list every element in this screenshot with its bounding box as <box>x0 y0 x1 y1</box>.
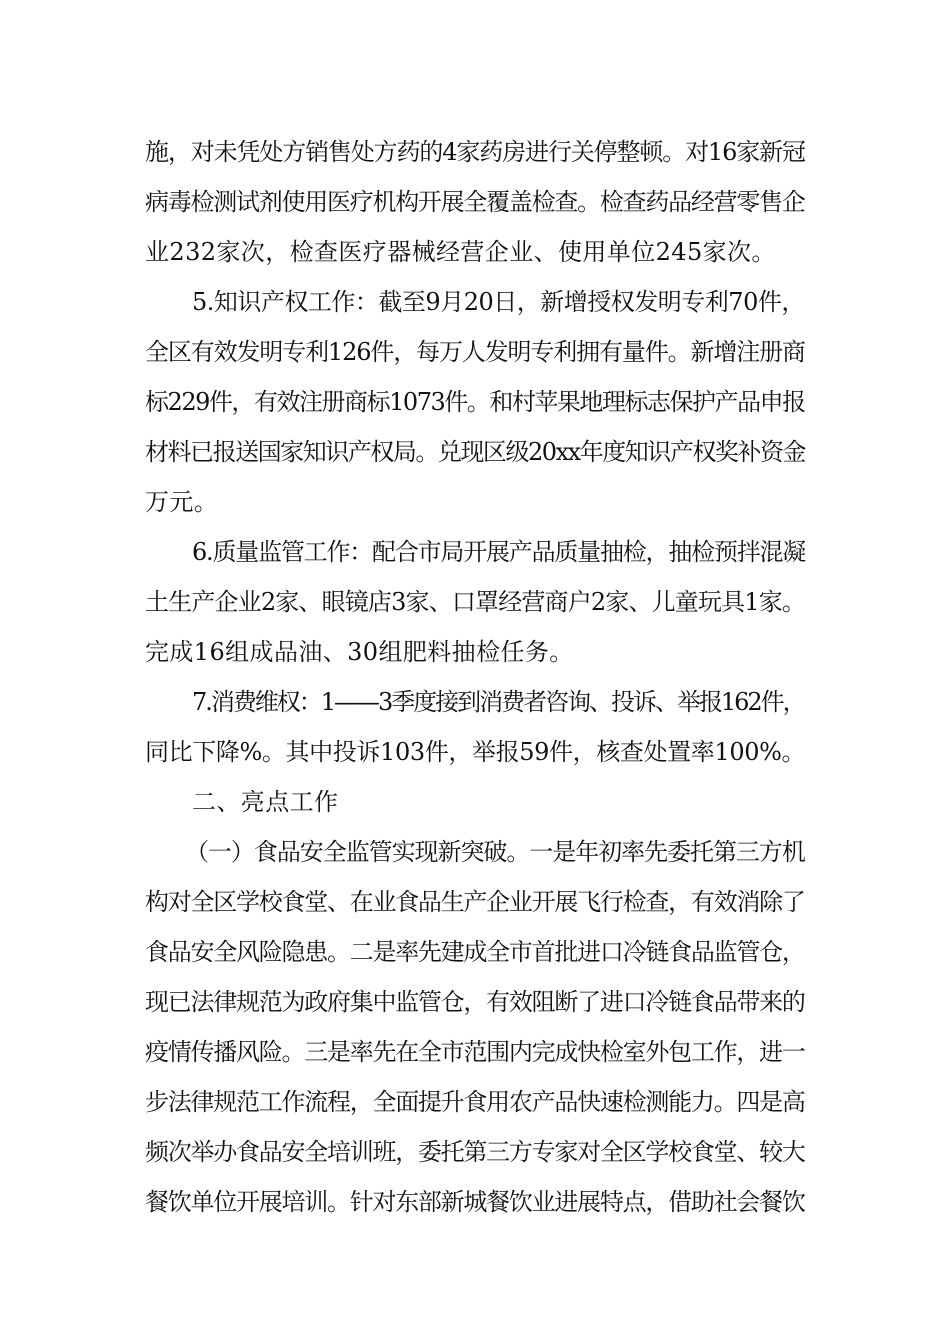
text-line: 餐饮单位开展培训。针对东部新城餐饮业进展特点，借助社会餐饮 <box>145 1188 805 1216</box>
paragraph-start-line: 7.消费维权：1——3季度接到消费者咨询、投诉、举报162件， <box>192 688 805 716</box>
text-line: 食品安全风险隐患。二是率先建成全市首批进口冷链食品监管仓， <box>145 938 805 966</box>
text-line: 业232家次，检查医疗器械经营企业、使用单位245家次。 <box>145 238 776 266</box>
text-line: 材料已报送国家知识产权局。兑现区级20xx年度知识产权奖补资金 <box>145 438 806 466</box>
text-line: 土生产企业2家、眼镜店3家、口罩经营商户2家、儿童玩具1家。 <box>145 588 806 616</box>
text-line: 现已法律规范为政府集中监管仓，有效阻断了进口冷链食品带来的 <box>145 988 805 1016</box>
text-line: 万元。 <box>145 488 219 516</box>
text-line: 步法律规范工作流程，全面提升食用农产品快速检测能力。四是高 <box>145 1088 805 1116</box>
text-line: 完成16组成品油、30组肥料抽检任务。 <box>145 638 574 666</box>
text-line: 同比下降%。其中投诉103件，举报59件，核查处置率100%。 <box>145 738 806 766</box>
text-line: 施，对未凭处方销售处方药的4家药房进行关停整顿。对16家新冠 <box>145 138 805 166</box>
text-line: 病毒检测试剂使用医疗机构开展全覆盖检查。检查药品经营零售企 <box>145 188 805 216</box>
text-line: 疫情传播风险。三是率先在全市范围内完成快检室外包工作，进一 <box>145 1038 805 1066</box>
paragraph-start-line: 6.质量监管工作：配合市局开展产品质量抽检，抽检预拌混凝 <box>192 538 806 566</box>
paragraph-start-line: （一）食品安全监管实现新突破。一是年初率先委托第三方机 <box>185 838 805 866</box>
section-heading: 二、亮点工作 <box>192 788 339 816</box>
text-line: 全区有效发明专利126件，每万人发明专利拥有量件。新增注册商 <box>145 338 805 366</box>
text-line: 标229件，有效注册商标1073件。和村苹果地理标志保护产品申报 <box>145 388 805 416</box>
paragraph-start-line: 5.知识产权工作：截至9月20日，新增授权发明专利70件， <box>192 288 805 316</box>
text-line: 构对全区学校食堂、在业食品生产企业开展飞行检查，有效消除了 <box>145 888 805 916</box>
text-line: 频次举办食品安全培训班，委托第三方专家对全区学校食堂、较大 <box>145 1138 805 1166</box>
